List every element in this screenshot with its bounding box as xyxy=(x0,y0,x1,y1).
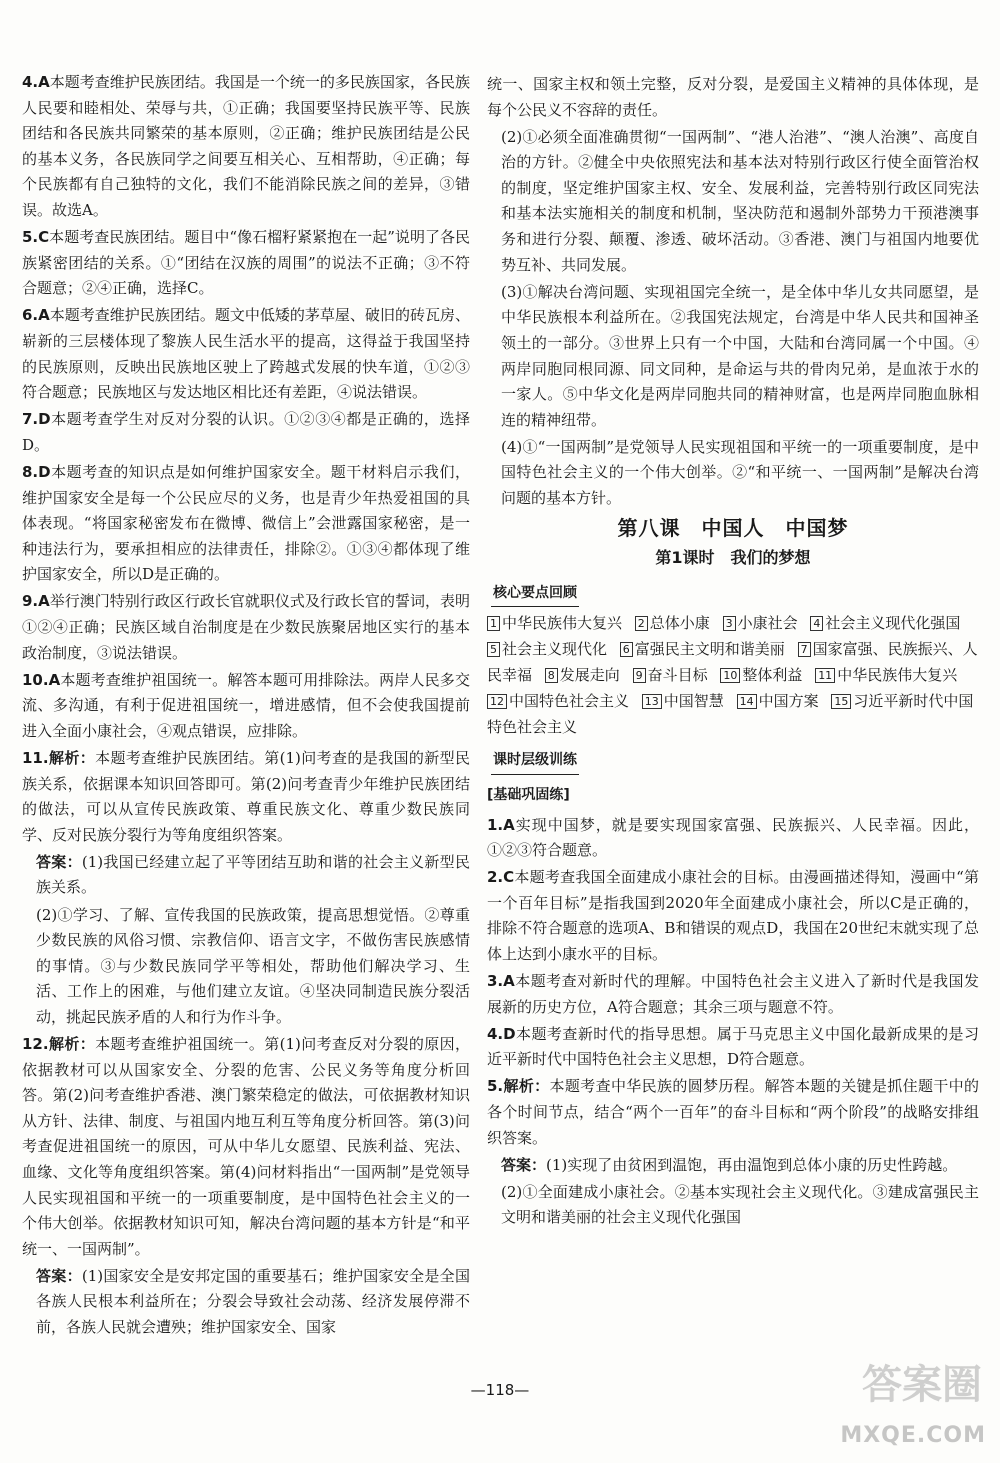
answer-number: 9.A xyxy=(22,592,50,611)
term-text: 中国智慧 xyxy=(663,691,724,710)
answer-item xyxy=(487,969,979,1020)
answer-number: 7.D xyxy=(22,410,51,429)
key-term xyxy=(633,666,708,684)
term-text: 国家富强、民族振兴、人民幸福 xyxy=(487,640,978,684)
answer-text: 本题考查我国全面建成小康社会的目标。由漫画描述得知，漫画中“第一个百年目标”是指我国到2020年全面建成小康社会，所以C是正确的，排除不符合题意的选项A、B和错误的观点D，我国在20世纪末就实现了总体上达到小康水平的目标。 xyxy=(487,868,979,964)
answer-item xyxy=(487,1180,979,1231)
answer-text: 本题考查维护祖国统一。解答本题可用排除法。两岸人民多交流、多沟通，有利于促进祖国统一，增进感情，但不会使我国提前进入全面小康社会，④观点错误，应排除。 xyxy=(22,670,470,740)
key-term xyxy=(545,666,620,684)
watermark-text: MXQE.COM xyxy=(840,1423,986,1449)
answer-text: 本题考查中华民族的圆梦历程。解答本题的关键是抓住题干中的各个时间节点，结合“两个一百年”的奋斗目标和“两个阶段”的战略安排组织答案。 xyxy=(487,1077,979,1147)
term-text: 小康社会 xyxy=(737,614,798,633)
answer-number: 答案： xyxy=(501,1155,547,1174)
term-text: 奋斗目标 xyxy=(647,665,708,684)
answer-paragraph: 统一、国家主权和领土完整，反对分裂，是爱国主义精神的具体体现，是每个公民义不容辞的责任。 xyxy=(487,75,979,119)
answer-list xyxy=(487,813,979,1232)
answer-number: 4.A xyxy=(22,73,50,91)
term-number: 5 xyxy=(487,642,500,657)
term-text: 富强民主文明和谐美丽 xyxy=(634,640,785,659)
term-number: 10 xyxy=(720,668,740,683)
subsection-basic: [基础巩固练] xyxy=(487,786,570,803)
watermark-logo xyxy=(816,1362,986,1453)
answer-number: 10.A xyxy=(22,670,61,689)
answer-item xyxy=(22,589,470,666)
term-text: 社会主义现代化 xyxy=(502,640,608,659)
answer-paragraph: (3)①解决台湾问题、实现祖国完全统一，是全体中华儿女共同愿望，是中华民族根本利益所在。②我国宪法规定，台湾是中华人民共和国神圣领土的一部分。③世界上只有一个中国，大陆和台湾同属一个中国。④两岸同胞同根同源、同文同种，是命运与共的骨肉兄弟，是血浓于水的一家人。⑤中华文化是两岸同胞共同的精神财富，也是两岸同胞血脉相连的精神纽带。 xyxy=(501,282,979,429)
answer-number: 6.A xyxy=(22,306,50,325)
answer-item xyxy=(22,407,470,458)
answer-item xyxy=(22,460,470,588)
key-term xyxy=(720,666,802,684)
answer-item xyxy=(487,813,979,864)
term-number: 8 xyxy=(545,668,558,683)
term-text: 中华民族伟大复兴 xyxy=(837,665,958,684)
answer-text: 举行澳门特别行政区行政长官就职仪式及行政长官的誓词，表明①②④正确；民族区域自治制度是在少数民族聚居地区实行的基本政治制度，③说法错误。 xyxy=(22,592,470,662)
answer-number: 5.C xyxy=(22,228,50,247)
answer-text: (2)①全面建成小康社会。②基本实现社会主义现代化。③建成富强民主文明和谐美丽的社会主义现代化强国 xyxy=(501,1182,979,1227)
answer-text: 本题考查学生对反对分裂的认识。①②③④都是正确的，选择D。 xyxy=(22,410,470,454)
answer-text: (1)实现了由贫困到温饱，再由温饱到总体小康的历史性跨越。 xyxy=(546,1155,958,1174)
answer-item xyxy=(487,1153,979,1179)
term-text: 中华民族伟大复兴 xyxy=(502,614,623,633)
answer-text: 本题考查新时代的指导思想。属于马克思主义中国化最新成果的是习近平新时代中国特色社会主义思想，D符合题意。 xyxy=(487,1024,979,1069)
answer-text: 本题考查民族团结。题目中“像石榴籽紧紧抱在一起”说明了各民族紧密团结的关系。①“团结在汉族的周围”的说法不正确；③不符合题意；②④正确，选择C。 xyxy=(22,228,470,298)
answer-item xyxy=(22,1264,470,1341)
watermark-mark: 答案圈 xyxy=(862,1362,982,1408)
answer-item xyxy=(487,1074,979,1151)
answer-item xyxy=(487,1022,979,1073)
term-text: 习近平新时代中国特色社会主义 xyxy=(487,691,974,736)
term-text: 总体小康 xyxy=(649,614,710,633)
term-text: 整体利益 xyxy=(742,665,803,684)
answer-number: 11.解析： xyxy=(22,748,96,767)
answer-number: 答案： xyxy=(36,852,82,871)
section-heading-core-review: 核心要点回顾 xyxy=(491,581,579,608)
key-term xyxy=(737,692,819,710)
answer-text: 本题考查维护民族团结。第(1)问考查的是我国的新型民族关系，依据课本知识回答即可。第(2)问考查青少年维护民族团结的做法，可以从宣传民族政策、尊重民族文化、尊重少数民族同学、反对民族分裂行为等角度组织答案。 xyxy=(22,748,471,844)
answer-text: 本题考查维护祖国统一。第(1)问考查反对分裂的原因，依据教材可以从国家安全、分裂的危害、公民义务等角度分析回答。第(2)问考查维护香港、澳门繁荣稳定的做法，可依据教材知识从方针、法律、制度、与祖国内地互利互等角度分析回答。第(3)问考查促进祖国统一的原因，可从中华儿女愿望、民族利益、宪法、血缘、文化等角度组织答案。第(4)问材料指出“一国两制”是党领导人民实现祖国和平统一的一项重要制度，是中国特色社会主义的一个伟大创举。依据教材知识可知，解决台湾问题的基本方针是“和平统一、一国两制”。 xyxy=(22,1034,471,1258)
key-term xyxy=(815,666,957,684)
answer-text: (1)国家安全是安邦定国的重要基石；维护国家安全是全国各族人民根本利益所在；分裂会导致社会动荡、经济发展停滞不前，各族人民就会遭殃；维护国家安全、国家 xyxy=(36,1266,470,1336)
term-text: 中国特色社会主义 xyxy=(509,691,630,710)
answer-item xyxy=(22,668,470,745)
answer-text: 实现中国梦，就是要实现国家富强、民族振兴、人民幸福。因此，①②③符合题意。 xyxy=(487,815,979,860)
answer-text: 本题考查对新时代的理解。中国特色社会主义进入了新时代是我国发展新的历史方位，A符合题意；其余三项与题意不符。 xyxy=(487,972,979,1016)
term-number: 12 xyxy=(487,694,507,709)
answer-number: 12.解析： xyxy=(22,1034,96,1053)
key-term xyxy=(635,614,710,632)
key-term xyxy=(487,692,629,710)
lesson-title: 第八课 中国人 中国梦 xyxy=(617,515,849,540)
term-number: 1 xyxy=(487,616,500,631)
answer-item xyxy=(22,1032,470,1262)
answer-number: 1.A xyxy=(487,815,515,834)
term-number: 14 xyxy=(737,694,757,709)
answer-item xyxy=(22,225,470,302)
answer-paragraph: (4)①“一国两制”是党领导人民实现祖国和平统一的一项重要制度，是中国特色社会主义的一个伟大创举。②“和平统一、一国两制”是解决台湾问题的基本方针。 xyxy=(501,437,979,507)
answer-number: 8.D xyxy=(22,462,51,481)
answer-number: 答案： xyxy=(36,1266,82,1285)
term-number: 2 xyxy=(635,616,648,631)
term-number: 15 xyxy=(831,694,851,709)
answer-item xyxy=(22,303,470,405)
section-heading-training: 课时层级训练 xyxy=(491,748,579,775)
answer-text: 本题考查维护民族团结。题文中低矮的茅草屋、破旧的砖瓦房、崭新的三层楼体现了黎族人民生活水平的提高，这得益于我国坚持的民族原则，反映出民族地区驶上了跨越式发展的快车道，①②③符合题意；民族地区与发达地区相比还有差距，④说法错误。 xyxy=(22,306,470,402)
answer-number: 4.D xyxy=(487,1024,516,1043)
continued-answer xyxy=(487,72,979,512)
term-number: 3 xyxy=(723,616,736,631)
answer-text: (1)我国已经建立起了平等团结互助和谐的社会主义新型民族关系。 xyxy=(36,852,470,897)
term-number: 9 xyxy=(633,668,646,683)
answer-number: 3.A xyxy=(487,972,515,991)
answer-number: 5.解析： xyxy=(487,1077,550,1096)
answer-item xyxy=(487,865,979,967)
term-text: 社会主义现代化强国 xyxy=(825,614,961,633)
key-term xyxy=(810,614,960,632)
term-number: 11 xyxy=(815,668,835,683)
answer-item xyxy=(22,850,470,901)
answer-text: (2)①学习、了解、宣传我国的民族政策，提高思想觉悟。②尊重少数民族的风俗习惯、宗教信仰、语言文字，不做伤害民族感情的事情。③与少数民族同学平等相处，帮助他们解决学习、生活、工作上的困难，与他们建立友谊。④坚决同制造民族分裂活动，挑起民族矛盾的人和行为作斗争。 xyxy=(36,905,470,1026)
right-column xyxy=(487,72,979,1233)
period-title: 第1课时 我们的梦想 xyxy=(655,548,811,568)
key-term xyxy=(487,640,607,658)
answer-number: 2.C xyxy=(487,868,515,887)
key-term xyxy=(723,614,798,632)
page-number: —118— xyxy=(470,1381,530,1399)
answer-paragraph: (2)①必须全面准确贯彻“一国两制”、“港人治港”、“澳人治澳”、高度自治的方针。②健全中央依照宪法和基本法对特别行政区行使全面管治权的制度，坚定维护国家主权、安全、发展利益，完善特别行政区同宪法和基本法实施相关的制度和机制，坚决防范和遏制外部势力干预港澳事务和进行分裂、颠覆、渗透、破坏活动。③香港、澳门与祖国内地要优势互补、共同发展。 xyxy=(501,127,979,274)
left-column xyxy=(22,70,470,1342)
term-number: 6 xyxy=(620,642,633,657)
term-text: 中国方案 xyxy=(758,691,819,710)
answer-item xyxy=(22,746,470,848)
answer-text: 本题考查维护民族团结。我国是一个统一的多民族国家，各民族人民要和睦相处、荣辱与共，①正确；我国要坚持民族平等、民族团结和各民族共同繁荣的基本原则，②正确；维护民族团结是公民的基本义务，各民族同学之间要互相关心、互相帮助，④正确；每个民族都有自己独特的文化，我们不能消除民族之间的差异，③错误。故选A。 xyxy=(22,73,470,219)
term-number: 4 xyxy=(810,616,823,631)
key-term xyxy=(642,692,724,710)
key-terms-list xyxy=(487,611,979,740)
answer-item xyxy=(22,70,470,224)
key-term xyxy=(620,640,785,658)
answer-item xyxy=(22,903,470,1031)
term-number: 13 xyxy=(642,694,662,709)
term-number: 7 xyxy=(798,642,811,657)
term-text: 发展走向 xyxy=(559,665,620,684)
answer-text: 本题考查的知识点是如何维护国家安全。题干材料启示我们，维护国家安全是每一个公民应尽的义务，也是青少年热爱祖国的具体表现。“将国家秘密发布在微博、微信上”会泄露国家秘密，是一种违法行为，要承担相应的法律责任，排除②。①③④都体现了维护国家安全，所以D是正确的。 xyxy=(22,462,470,584)
key-term xyxy=(487,614,622,632)
